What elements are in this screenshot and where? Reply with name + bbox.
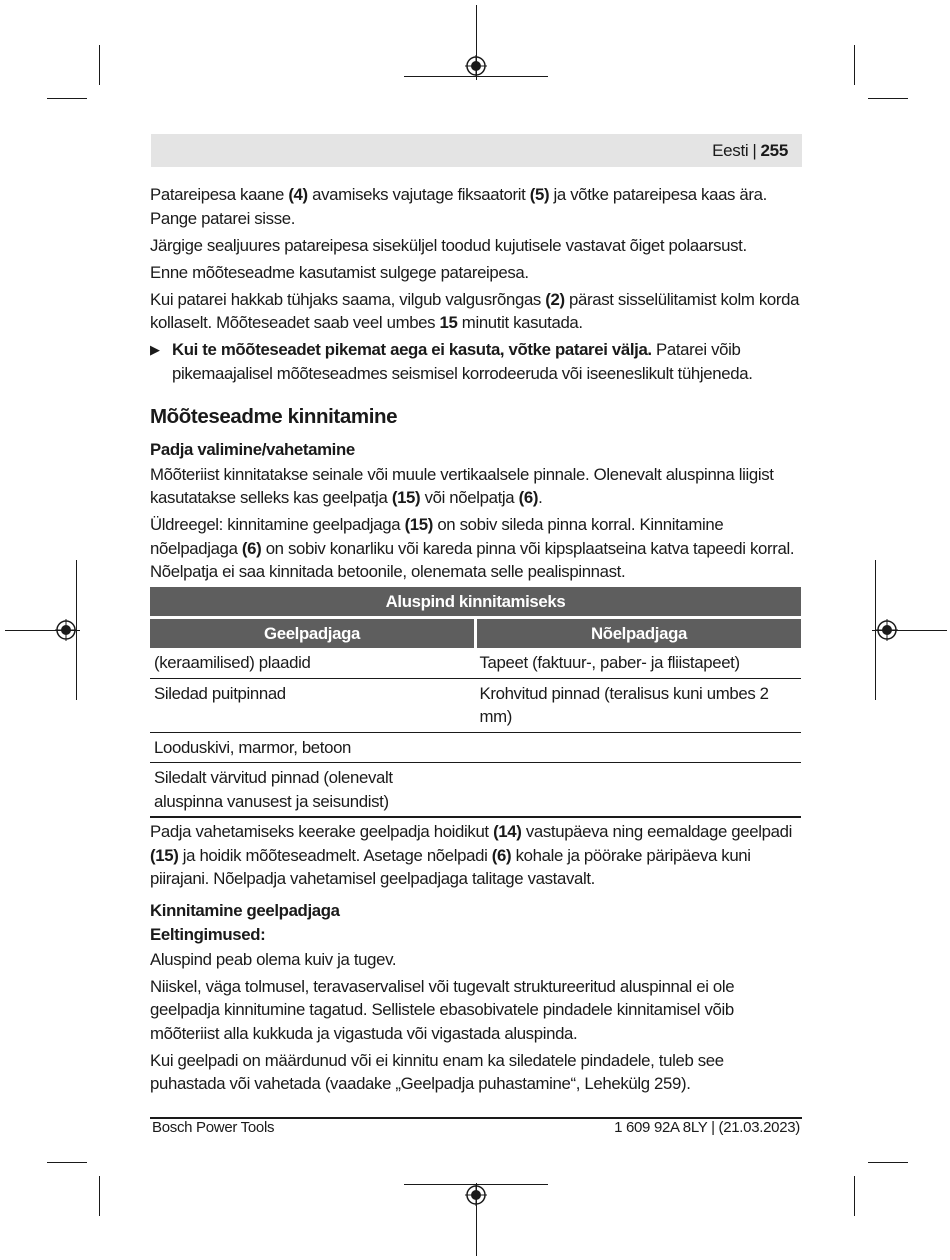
table-cell: (keraamilised) plaadid xyxy=(150,648,476,678)
column-header: Geelpadjaga xyxy=(150,618,476,649)
crop-mark xyxy=(854,45,855,85)
crop-mark xyxy=(99,45,100,85)
triangle-bullet-icon: ▶ xyxy=(150,342,160,357)
mounting-surface-table xyxy=(150,587,801,818)
paragraph: Aluspind peab olema kuiv ja tugev. xyxy=(150,949,397,969)
paragraph: Padja vahetamiseks keerake geelpadja hoidikut (14) vastupäeva ning eemaldage geelpadi (15) ja hoidik mõõteseadmelt. Asetage nõelpadi (6) kohale ja pöörake päripäeva kuni piirajani. Nõelpadja vahetamisel geelpadjaga talitage vastavalt. xyxy=(150,822,792,888)
paragraph: Niiskel, väga tolmusel, teravaservalisel või tugevalt struktureeritud aluspinnal ei ole geelpadja kinnitumine tagatud. Sellistele ebasobivatele pindadele kinnitamisel võib mõõteriist alla kukkuda ja vigastuda või vigastada aluspinda. xyxy=(150,976,735,1043)
crop-mark xyxy=(868,1162,908,1163)
section-heading: Mõõteseadme kinnitamine xyxy=(150,405,398,428)
crop-mark xyxy=(47,1162,87,1163)
page-content xyxy=(150,183,802,1099)
crop-mark xyxy=(99,1176,100,1216)
paragraph: Kui geelpadi on määrdunud või ei kinnitu enam ka siledatele pindadele, tuleb see puhastada või vahetada (vaadake „Geelpadja puhastamine“, Lehekülg 259). xyxy=(150,1050,724,1093)
paragraph: Kui patarei hakkab tühjaks saama, vilgub valgusrõngas (2) pärast sisselülitamist kolm korda kollaselt. Mõõteseadet saab veel umbes 15 minutit kasutada. xyxy=(150,289,800,332)
table-row xyxy=(150,763,801,818)
table-cell xyxy=(476,763,802,818)
crop-mark xyxy=(868,98,908,99)
table-cell xyxy=(476,732,802,763)
footer-doc-id: 1 609 92A 8LY | (21.03.2023) xyxy=(614,1119,800,1136)
table-cell: Looduskivi, marmor, betoon xyxy=(150,732,476,763)
subsection-heading: Kinnitamine geelpadjaga xyxy=(150,900,340,920)
paragraph: Enne mõõteseadme kasutamist sulgege patareipesa. xyxy=(150,262,529,282)
table-cell: Tapeet (faktuur-, paber- ja fliistapeet) xyxy=(476,648,802,678)
table-row xyxy=(150,648,801,678)
registration-mark-icon xyxy=(465,1184,487,1206)
registration-mark-icon xyxy=(55,619,77,641)
column-header: Nõelpadjaga xyxy=(476,618,802,649)
table-cell: Krohvitud pinnad (teralisus kuni umbes 2 mm) xyxy=(476,678,802,732)
paragraph: Järgige sealjuures patareipesa siseküljel toodud kujutisele vastavat õiget polaarsust. xyxy=(150,235,747,255)
paragraph: Patareipesa kaane (4) avamiseks vajutage fiksaatorit (5) ja võtke patareipesa kaas ära. Pange patarei sisse. xyxy=(150,185,767,228)
page-number: 255 xyxy=(760,140,788,160)
registration-mark-icon xyxy=(465,55,487,77)
table-row xyxy=(150,678,801,732)
table-cell: Siledalt värvitud pinnad (olenevalt aluspinna vanusest ja seisundist) xyxy=(150,763,476,818)
paragraph: Üldreegel: kinnitamine geelpadjaga (15) on sobiv sileda pinna korral. Kinnitamine nõelpadjaga (6) on sobiv konarliku või kareda pinna või kipsplaatseina katva tapeedi korral. Nõelpatja ei saa kinnitada betoonile, olenemata selle pealispinnast. xyxy=(150,515,795,581)
crop-mark xyxy=(854,1176,855,1216)
footer-brand: Bosch Power Tools xyxy=(152,1119,275,1136)
page-header xyxy=(151,134,802,167)
table-row xyxy=(150,732,801,763)
subsection-heading: Padja valimine/vahetamine xyxy=(150,440,355,459)
header-section-label: Eesti xyxy=(712,140,749,160)
registration-mark-icon xyxy=(876,619,898,641)
table-title: Aluspind kinnitamiseks xyxy=(150,587,801,618)
paragraph: Mõõteriist kinnitatakse seinale või muule vertikaalsele pinnale. Olenevalt aluspinna liigist kasutatakse selleks kas geelpatja (15) või nõelpatja (6). xyxy=(150,464,774,507)
subsection-heading: Eeltingimused: xyxy=(150,925,266,944)
table-cell: Siledad puitpinnad xyxy=(150,678,476,732)
bullet-text: Kui te mõõteseadet pikemat aega ei kasuta, võtke patarei välja. Patarei võib pikemaajalisel mõõteseadmes seismisel korrodeeruda või iseeneslikult tühjeneda. xyxy=(172,340,753,383)
crop-mark xyxy=(47,98,87,99)
warning-bullet xyxy=(150,338,802,385)
header-separator: | xyxy=(752,140,757,160)
